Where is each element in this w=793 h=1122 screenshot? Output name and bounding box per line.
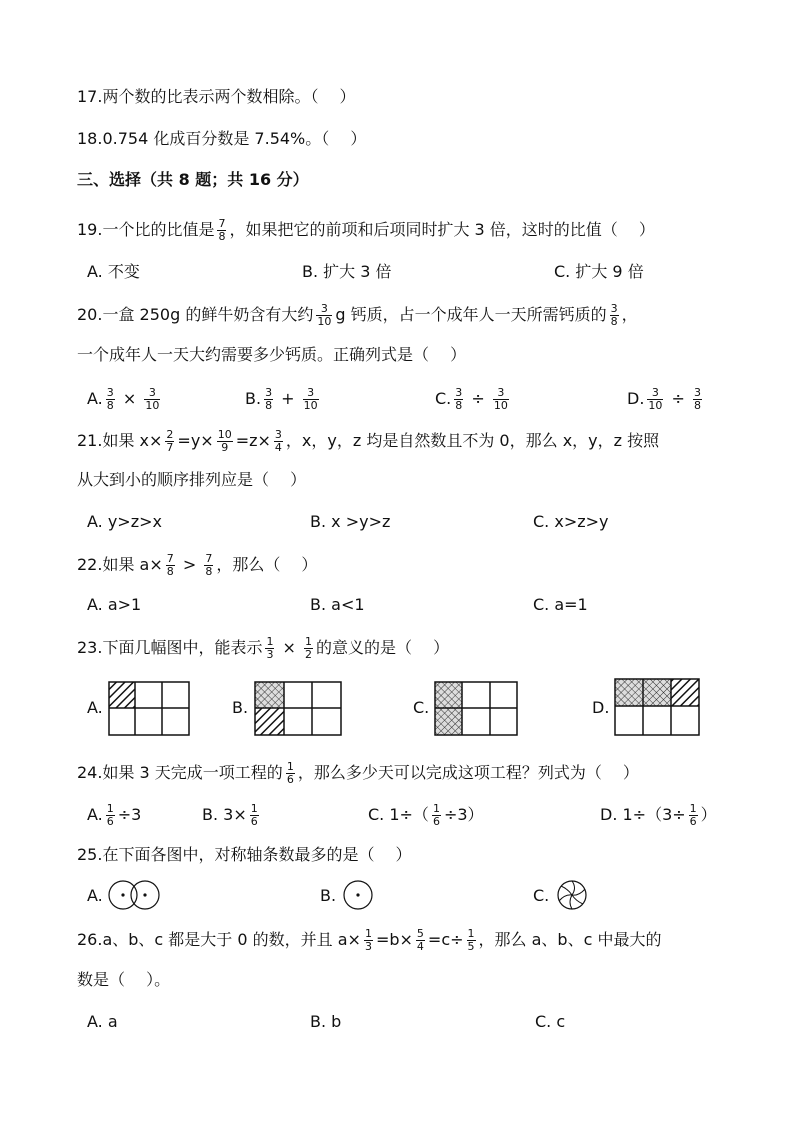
q21-line-2: 从大到小的顺序排列应是（ ） bbox=[77, 470, 307, 489]
question-18: 18.0.754 化成百分数是 7.54%。（ ） bbox=[77, 129, 367, 148]
fraction: $\frac{3}{4}$ bbox=[274, 428, 282, 454]
q24-option-c[interactable]: C. 1÷（ $\frac{1}{6}$ ÷3） bbox=[368, 802, 484, 828]
question-25: 25.在下面各图中，对称轴条数最多的是（ ） bbox=[77, 845, 412, 864]
fraction: $\frac{7}{8}$ bbox=[205, 552, 213, 578]
fraction: $\frac{7}{8}$ bbox=[218, 217, 226, 243]
question-19 bbox=[77, 218, 655, 243]
q23-option-a-label[interactable]: A. bbox=[87, 698, 103, 717]
question-24: 24.如果 3 天完成一项工程的 $\frac{1}{6}$ ，那么多少天可以完成这项工程？列式为（ ） bbox=[77, 760, 639, 786]
q19-option-a[interactable]: A. 不变 bbox=[87, 262, 140, 281]
fraction: $\frac{3}{10}$ bbox=[317, 302, 332, 328]
q23-option-d-figure[interactable] bbox=[614, 678, 700, 736]
fraction: $\frac{1}{3}$ bbox=[266, 635, 274, 661]
fraction: $\frac{10}{9}$ bbox=[217, 428, 232, 454]
q20-option-b[interactable]: B. $\frac{3}{8}$ + $\frac{3}{10}$ bbox=[245, 386, 318, 412]
q22-option-b[interactable]: B. a<1 bbox=[310, 595, 365, 614]
q26-option-c[interactable]: C. c bbox=[535, 1012, 566, 1031]
fraction: $\frac{3}{8}$ bbox=[610, 302, 618, 328]
q20-option-a[interactable]: A. $\frac{3}{8}$ × $\frac{3}{10}$ bbox=[87, 386, 160, 412]
q23-option-c-figure[interactable] bbox=[434, 681, 518, 736]
q19-option-b[interactable]: B. 扩大 3 倍 bbox=[302, 262, 392, 281]
q20-line-2: 一个成年人一天大约需要多少钙质。正确列式是（ ） bbox=[77, 345, 467, 364]
q23-option-b-label[interactable]: B. bbox=[232, 698, 249, 717]
fraction: $\frac{5}{4}$ bbox=[416, 927, 424, 953]
q24-option-d[interactable]: D. 1÷（3÷ $\frac{1}{6}$ ） bbox=[600, 802, 717, 828]
q22-option-a[interactable]: A. a>1 bbox=[87, 595, 142, 614]
fraction: $\frac{1}{5}$ bbox=[467, 927, 475, 953]
q20-option-d[interactable]: D. $\frac{3}{10}$ ÷ $\frac{3}{8}$ bbox=[627, 386, 701, 412]
q21-option-a[interactable]: A. y>z>x bbox=[87, 512, 162, 531]
q20-text-mid: g 钙质，占一个成年人一天所需钙质的 bbox=[335, 305, 607, 324]
q25-option-a-figure[interactable] bbox=[107, 879, 163, 911]
fraction: $\frac{2}{7}$ bbox=[166, 428, 174, 454]
q23-option-c-label[interactable]: C. bbox=[413, 698, 430, 717]
q21-option-b[interactable]: B. x >y>z bbox=[310, 512, 391, 531]
fraction: $\frac{1}{2}$ bbox=[305, 635, 313, 661]
q26-option-b[interactable]: B. b bbox=[310, 1012, 342, 1031]
question-21: 21.如果 x× $\frac{2}{7}$ =y× $\frac{10}{9}$ =z× $\frac{3}{4}$ ，x，y，z 均是自然数且不为 0，那么 x，y，z 按照 bbox=[77, 428, 660, 454]
q26-option-a[interactable]: A. a bbox=[87, 1012, 118, 1031]
q25-option-c-label[interactable]: C. bbox=[533, 886, 550, 905]
fraction: $\frac{1}{6}$ bbox=[286, 760, 294, 786]
q25-option-a-label[interactable]: A. bbox=[87, 886, 103, 905]
q22-option-c[interactable]: C. a=1 bbox=[533, 595, 588, 614]
question-20 bbox=[77, 303, 638, 328]
fraction: $\frac{7}{8}$ bbox=[166, 552, 174, 578]
q20-option-c[interactable]: C. $\frac{3}{8}$ ÷ $\frac{3}{10}$ bbox=[435, 386, 508, 412]
fraction: $\frac{1}{3}$ bbox=[364, 927, 372, 953]
q23-option-a-figure[interactable] bbox=[108, 681, 190, 736]
q24-option-b[interactable]: B. 3× $\frac{1}{6}$ bbox=[202, 802, 258, 828]
question-23: 23.下面几幅图中，能表示 $\frac{1}{3}$ × $\frac{1}{2}$ 的意义的是（ ） bbox=[77, 635, 450, 661]
q21-option-c[interactable]: C. x>z>y bbox=[533, 512, 609, 531]
q19-option-c[interactable]: C. 扩大 9 倍 bbox=[554, 262, 644, 281]
q25-option-b-figure[interactable] bbox=[341, 879, 375, 911]
q19-text-pre: 19.一个比的比值是 bbox=[77, 220, 215, 239]
question-17: 17.两个数的比表示两个数相除。（ ） bbox=[77, 87, 356, 106]
section-heading: 三、选择（共 8 题；共 16 分） bbox=[77, 170, 309, 189]
question-26: 26.a、b、c 都是大于 0 的数，并且 a× $\frac{1}{3}$ =b× $\frac{5}{4}$ =c÷ $\frac{1}{5}$ ，那么 a、b、c 中最大的 bbox=[77, 927, 662, 953]
q26-line-2: 数是（ ）。 bbox=[77, 970, 171, 989]
q20-text-pre: 20.一盒 250g 的鲜牛奶含有大约 bbox=[77, 305, 314, 324]
q24-option-a[interactable]: A. $\frac{1}{6}$ ÷3 bbox=[87, 802, 142, 828]
q25-option-c-figure[interactable] bbox=[555, 879, 589, 911]
q25-option-b-label[interactable]: B. bbox=[320, 886, 337, 905]
q23-option-d-label[interactable]: D. bbox=[592, 698, 610, 717]
q20-text-post: ， bbox=[621, 305, 638, 324]
q19-text-post: ，如果把它的前项和后项同时扩大 3 倍，这时的比值（ ） bbox=[229, 220, 655, 239]
q23-option-b-figure[interactable] bbox=[254, 681, 342, 736]
question-22: 22.如果 a× $\frac{7}{8}$ > $\frac{7}{8}$ ，那么（ ） bbox=[77, 552, 318, 578]
